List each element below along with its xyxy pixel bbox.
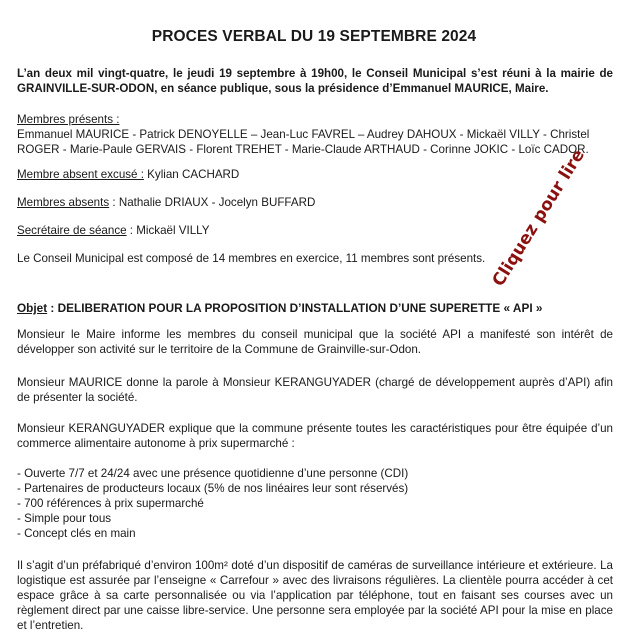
subject-line [17, 301, 613, 316]
present-members-label: Membres présents : [17, 113, 120, 126]
list-item: - Simple pour tous [17, 512, 112, 525]
paragraph-characteristics: Monsieur KERANGUYADER explique que la commune présente toutes les caractéristiques pour être équipée d’un commerce alimentaire autonome à prix supermarché : [17, 422, 613, 450]
absent-members-names: : Nathalie DRIAUX - Jocelyn BUFFARD [109, 196, 316, 209]
excused-member-name: Kylian CACHARD [143, 168, 240, 181]
features-list [17, 466, 613, 541]
list-item: - Ouverte 7/7 et 24/24 avec une présence quotidienne d’une personne (CDI) [17, 467, 409, 480]
excused-member-line [17, 167, 613, 182]
paragraph-speaker-intro: Monsieur MAURICE donne la parole à Monsieur KERANGUYADER (chargé de développement auprès d’API) afin de présenter la société. [17, 376, 613, 404]
composition-line: Le Conseil Municipal est composé de 14 membres en exercice, 11 membres sont présents. [17, 252, 486, 265]
excused-member-label: Membre absent excusé : [17, 168, 144, 181]
secretary-label: Secrétaire de séance [17, 224, 127, 237]
list-item: - Partenaires de producteurs locaux (5% de nos linéaires leur sont réservés) [17, 482, 409, 495]
list-item: - Concept clés en main [17, 527, 136, 540]
intro-paragraph: L’an deux mil vingt-quatre, le jeudi 19 septembre à 19h00, le Conseil Municipal s’est réuni à la mairie de GRAINVILLE-SUR-ODON, en séance publique, sous la présidence d’Emmanuel MAURICE, Maire. [17, 67, 613, 95]
subject-text: : DELIBERATION POUR LA PROPOSITION D’INSTALLATION D’UNE SUPERETTE « API » [47, 301, 543, 315]
present-members-section [17, 112, 613, 157]
list-item: - 700 références à prix supermarché [17, 497, 204, 510]
present-members-names: Emmanuel MAURICE - Patrick DENOYELLE – Jean-Luc FAVREL – Audrey DAHOUX - Mickaël VILLY - Christel ROGER - Marie-Paule GERVAIS - Florent TREHET - Marie-Claude ARTHAUD - Corinne JOKIC - Loïc CADOR. [17, 128, 590, 156]
paragraph-prefab-description: Il s’agit d’un préfabriqué d’environ 100m² doté d’un dispositif de caméras de surveillance intérieure et extérieure. La logistique est assurée par l’enseigne « Carrefour » avec des livraisons régulières. La clientèle pourra accéder à cet espace grâce à sa carte personnalisée ou via l’application par téléphone, tout en faisant ses courses avec un règlement direct par une caisse libre-service. Une personne sera employée par la société API pour la mise en place et l’entretien. [17, 559, 613, 632]
absent-members-label: Membres absents [17, 196, 110, 209]
page-title: PROCES VERBAL DU 19 SEPTEMBRE 2024 [151, 28, 477, 45]
secretary-name: : Mickaël VILLY [126, 224, 210, 237]
paragraph-mayor-info: Monsieur le Maire informe les membres du conseil municipal que la société API a manifesté son intérêt de développer son activité sur le territoire de la Commune de Grainville-sur-Odon. [17, 328, 613, 356]
click-to-read-link[interactable]: Cliquez pour lire [488, 145, 590, 291]
absent-members-line [17, 195, 613, 210]
subject-label: Objet [17, 301, 48, 315]
